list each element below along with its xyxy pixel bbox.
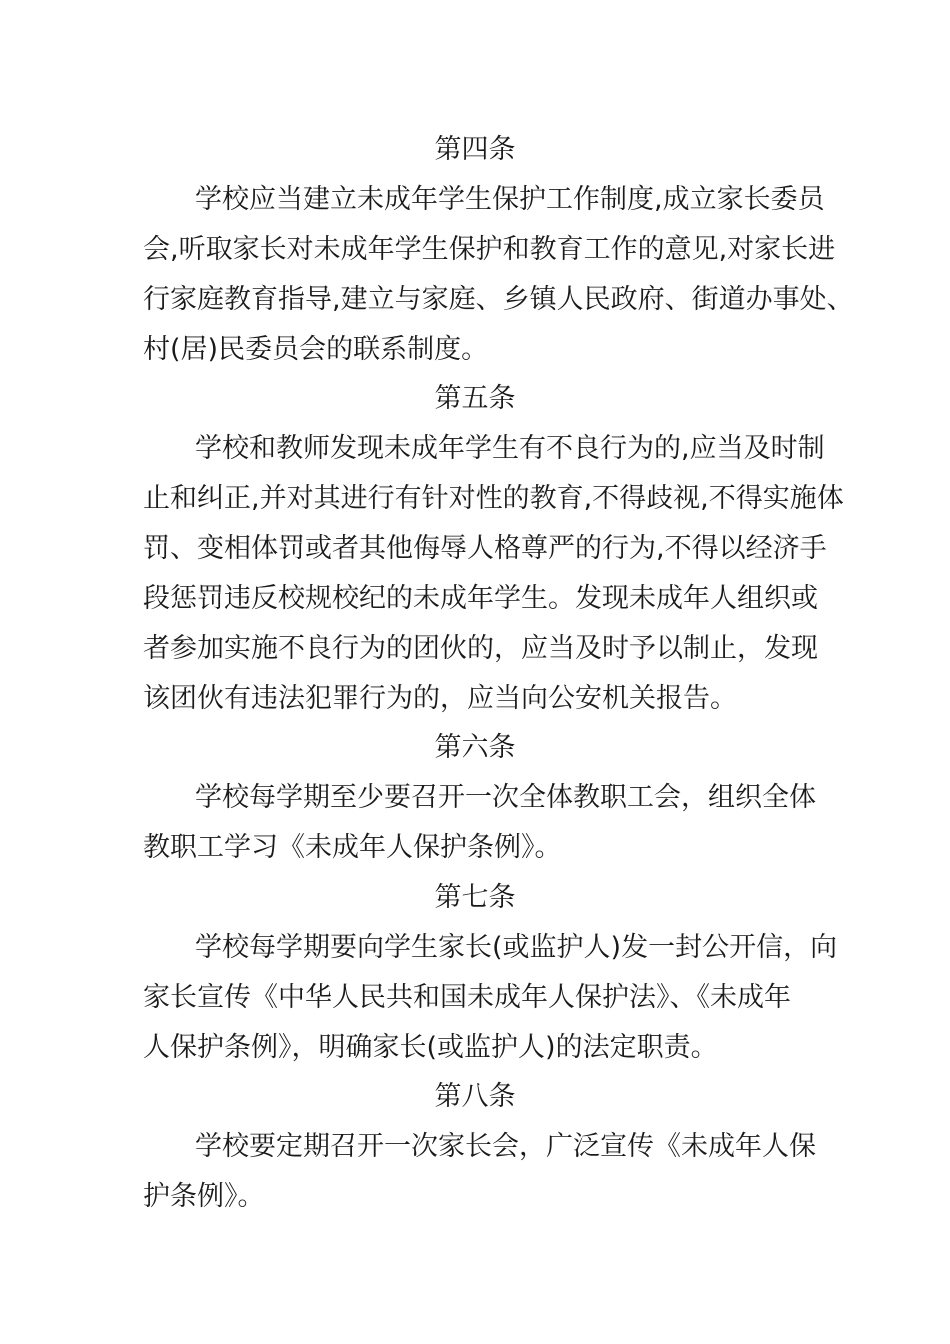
article-7-line-1: 学校每学期要向学生家长(或监护人)发一封公开信，向: [195, 932, 838, 963]
article-4-title: 第四条: [434, 134, 516, 165]
article-4-line-3: 行家庭教育指导,建立与家庭、乡镇人民政府、街道办事处、: [143, 284, 854, 315]
article-7-line-2: 家长宣传《中华人民共和国未成年人保护法》、《未成年: [143, 982, 791, 1013]
article-4-line-1: 学校应当建立未成年学生保护工作制度,成立家长委员: [195, 184, 825, 215]
article-5-line-5: 者参加实施不良行为的团伙的，应当及时予以制止，发现: [143, 633, 818, 664]
article-5-line-2: 止和纠正,并对其进行有针对性的教育,不得歧视,不得实施体: [143, 483, 844, 514]
article-7-title: 第七条: [434, 882, 516, 913]
article-8-line-1: 学校要定期召开一次家长会，广泛宣传《未成年人保: [195, 1131, 816, 1162]
article-5-line-4: 段惩罚违反校规校纪的未成年学生。发现未成年人组织或: [143, 583, 818, 614]
article-5-line-1: 学校和教师发现未成年学生有不良行为的,应当及时制: [195, 433, 825, 464]
article-5-line-3: 罚、变相体罚或者其他侮辱人格尊严的行为,不得以经济手: [143, 533, 827, 564]
article-8-line-2: 护条例》。: [143, 1181, 265, 1212]
article-7-line-3: 人保护条例》，明确家长(或监护人)的法定职责。: [143, 1032, 718, 1063]
article-6-line-2: 教职工学习《未成年人保护条例》。: [143, 832, 562, 863]
article-5-title: 第五条: [434, 383, 516, 414]
article-4-line-4: 村(居)民委员会的联系制度。: [143, 334, 489, 365]
article-4-line-2: 会,听取家长对未成年学生保护和教育工作的意见,对家长进: [143, 234, 836, 265]
article-5-line-6: 该团伙有违法犯罪行为的，应当向公安机关报告。: [143, 683, 737, 714]
article-6-title: 第六条: [434, 732, 516, 763]
article-8-title: 第八条: [434, 1081, 516, 1112]
article-6-line-1: 学校每学期至少要召开一次全体教职工会，组织全体: [195, 782, 816, 813]
